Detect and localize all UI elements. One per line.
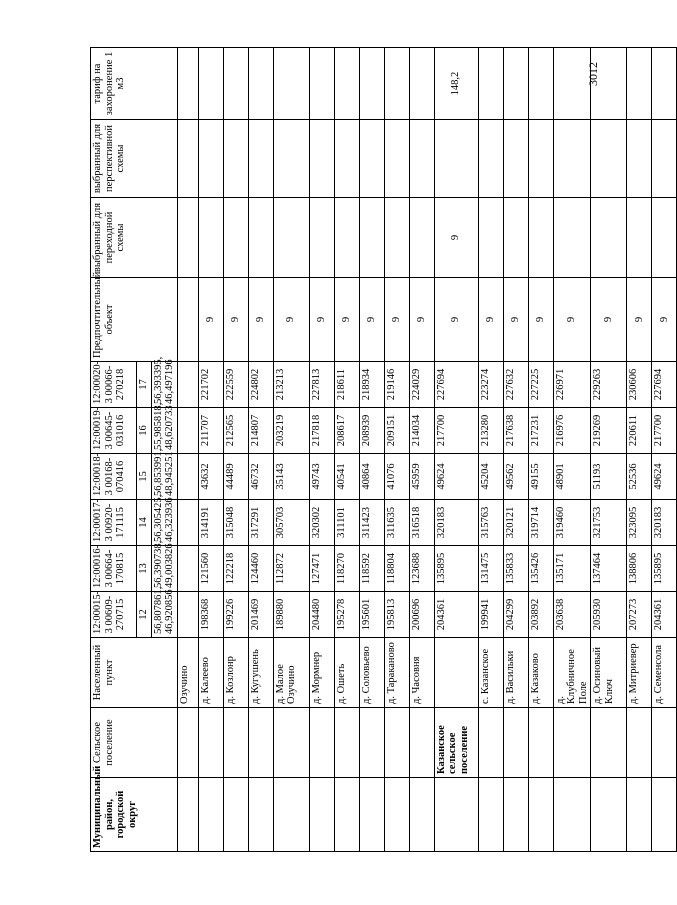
cell-distance-value: 221702 bbox=[198, 362, 223, 408]
cell-municipal-district bbox=[309, 778, 334, 852]
cell-rural-settlement bbox=[384, 708, 409, 778]
cell-municipal-district bbox=[409, 778, 434, 852]
table-row bbox=[177, 48, 198, 852]
header-object-code: 12:00020-3 00066- 270218 bbox=[91, 362, 137, 408]
header-coordinates: 56,807861, 46,920856 bbox=[151, 592, 177, 638]
cell-rural-settlement bbox=[198, 708, 223, 778]
cell-transitional-scheme bbox=[248, 198, 273, 278]
cell-locality: Озучино bbox=[177, 638, 198, 708]
cell-distance-value: 52536 bbox=[627, 454, 652, 500]
header-object-code: 12:00019-3 00645- 031016 bbox=[91, 408, 137, 454]
cell-distance-value: 195278 bbox=[334, 592, 359, 638]
cell-distance-value: 320183 bbox=[652, 500, 677, 546]
header-municipal-district: Муниципальный район, городской округ bbox=[91, 778, 178, 852]
cell-distance-value: 311423 bbox=[359, 500, 384, 546]
table-row bbox=[627, 48, 652, 852]
cell-preferred-object: 9 bbox=[528, 278, 553, 362]
header-rural-settlement: Сельское поселение bbox=[91, 708, 178, 778]
cell-locality: д. Казаково bbox=[528, 638, 553, 708]
cell-distance-value: 199226 bbox=[223, 592, 248, 638]
cell-distance-value bbox=[177, 408, 198, 454]
cell-distance-value: 227694 bbox=[434, 362, 478, 408]
cell-rural-settlement bbox=[359, 708, 384, 778]
cell-distance-value: 122218 bbox=[223, 546, 248, 592]
cell-rural-settlement bbox=[591, 708, 627, 778]
table-row bbox=[409, 48, 434, 852]
cell-transitional-scheme bbox=[359, 198, 384, 278]
cell-distance-value: 51193 bbox=[591, 454, 627, 500]
header-coordinates: 56,390738, 49,003826 bbox=[151, 546, 177, 592]
cell-transitional-scheme bbox=[223, 198, 248, 278]
cell-distance-value: 321753 bbox=[591, 500, 627, 546]
cell-distance-value: 219269 bbox=[591, 408, 627, 454]
cell-distance-value: 45204 bbox=[478, 454, 503, 500]
table-body bbox=[177, 48, 677, 852]
cell-distance-value: 224029 bbox=[409, 362, 434, 408]
cell-distance-value: 45959 bbox=[409, 454, 434, 500]
cell-municipal-district bbox=[652, 778, 677, 852]
cell-municipal-district bbox=[273, 778, 309, 852]
cell-rural-settlement bbox=[652, 708, 677, 778]
cell-rural-settlement bbox=[223, 708, 248, 778]
header-col-number: 14 bbox=[137, 500, 152, 546]
cell-preferred-object: 9 bbox=[478, 278, 503, 362]
table-row bbox=[384, 48, 409, 852]
cell-distance-value: 200696 bbox=[409, 592, 434, 638]
cell-perspective-scheme bbox=[652, 120, 677, 198]
cell-distance-value bbox=[177, 454, 198, 500]
cell-tariff bbox=[409, 48, 434, 120]
cell-perspective-scheme bbox=[223, 120, 248, 198]
header-col-number: 12 bbox=[137, 592, 152, 638]
cell-distance-value: 43632 bbox=[198, 454, 223, 500]
cell-rural-settlement bbox=[248, 708, 273, 778]
cell-transitional-scheme bbox=[177, 198, 198, 278]
page-number: 3012 bbox=[586, 62, 600, 86]
cell-rural-settlement bbox=[528, 708, 553, 778]
cell-preferred-object: 9 bbox=[503, 278, 528, 362]
cell-distance-value: 49743 bbox=[309, 454, 334, 500]
cell-rural-settlement bbox=[553, 708, 591, 778]
cell-distance-value: 319714 bbox=[528, 500, 553, 546]
cell-distance-value: 201469 bbox=[248, 592, 273, 638]
cell-transitional-scheme bbox=[478, 198, 503, 278]
cell-distance-value: 216976 bbox=[553, 408, 591, 454]
cell-locality: д. Тараканово bbox=[384, 638, 409, 708]
header-transitional-scheme: выбранный для переходной схемы bbox=[91, 198, 178, 278]
cell-perspective-scheme bbox=[409, 120, 434, 198]
table-row bbox=[273, 48, 309, 852]
cell-preferred-object: 9 bbox=[198, 278, 223, 362]
cell-distance-value: 49562 bbox=[503, 454, 528, 500]
cell-distance-value: 121560 bbox=[198, 546, 223, 592]
cell-distance-value: 208617 bbox=[334, 408, 359, 454]
cell-distance-value: 49155 bbox=[528, 454, 553, 500]
cell-tariff bbox=[553, 48, 591, 120]
cell-distance-value: 213280 bbox=[478, 408, 503, 454]
cell-preferred-object: 9 bbox=[223, 278, 248, 362]
cell-tariff bbox=[627, 48, 652, 120]
cell-tariff bbox=[248, 48, 273, 120]
cell-distance-value: 203219 bbox=[273, 408, 309, 454]
cell-distance-value: 314191 bbox=[198, 500, 223, 546]
cell-preferred-object: 9 bbox=[248, 278, 273, 362]
cell-distance-value: 217700 bbox=[652, 408, 677, 454]
cell-distance-value: 209151 bbox=[384, 408, 409, 454]
cell-municipal-district bbox=[248, 778, 273, 852]
cell-perspective-scheme bbox=[478, 120, 503, 198]
cell-distance-value: 217818 bbox=[309, 408, 334, 454]
cell-locality: д. Часовня bbox=[409, 638, 434, 708]
cell-distance-value: 311101 bbox=[334, 500, 359, 546]
table-row bbox=[528, 48, 553, 852]
cell-tariff bbox=[652, 48, 677, 120]
cell-distance-value: 135171 bbox=[553, 546, 591, 592]
cell-distance-value bbox=[177, 546, 198, 592]
cell-transitional-scheme bbox=[627, 198, 652, 278]
table-row bbox=[223, 48, 248, 852]
cell-locality: д. Клубничное Поле bbox=[553, 638, 591, 708]
cell-distance-value: 137464 bbox=[591, 546, 627, 592]
cell-tariff bbox=[359, 48, 384, 120]
cell-distance-value bbox=[177, 362, 198, 408]
cell-tariff bbox=[177, 48, 198, 120]
cell-tariff bbox=[528, 48, 553, 120]
cell-locality: д. Малое Озучино bbox=[273, 638, 309, 708]
header-coordinates: 56,853991, 48,945251 bbox=[151, 454, 177, 500]
cell-distance-value: 195813 bbox=[384, 592, 409, 638]
cell-distance-value: 195601 bbox=[359, 592, 384, 638]
cell-distance-value: 315048 bbox=[223, 500, 248, 546]
cell-locality: д. Кугушень bbox=[248, 638, 273, 708]
cell-locality: д. Мормнер bbox=[309, 638, 334, 708]
cell-distance-value: 124460 bbox=[248, 546, 273, 592]
cell-distance-value: 217638 bbox=[503, 408, 528, 454]
cell-perspective-scheme bbox=[553, 120, 591, 198]
cell-tariff bbox=[273, 48, 309, 120]
cell-distance-value: 222559 bbox=[223, 362, 248, 408]
cell-preferred-object: 9 bbox=[553, 278, 591, 362]
data-table bbox=[90, 47, 677, 852]
cell-transitional-scheme bbox=[273, 198, 309, 278]
table-row bbox=[553, 48, 591, 852]
cell-distance-value: 223274 bbox=[478, 362, 503, 408]
cell-preferred-object: 9 bbox=[273, 278, 309, 362]
cell-distance-value: 118804 bbox=[384, 546, 409, 592]
cell-locality: д. Митриевер bbox=[627, 638, 652, 708]
cell-perspective-scheme bbox=[591, 120, 627, 198]
header-object-code: 12:00017-3 00920- 171115 bbox=[91, 500, 137, 546]
cell-tariff bbox=[309, 48, 334, 120]
cell-distance-value: 204299 bbox=[503, 592, 528, 638]
cell-tariff bbox=[591, 48, 627, 120]
header-perspective-scheme: выбранный для перспективной схемы bbox=[91, 120, 178, 198]
cell-rural-settlement bbox=[478, 708, 503, 778]
cell-distance-value: 317291 bbox=[248, 500, 273, 546]
cell-distance-value bbox=[177, 500, 198, 546]
cell-distance-value: 211707 bbox=[198, 408, 223, 454]
cell-distance-value: 48901 bbox=[553, 454, 591, 500]
cell-perspective-scheme bbox=[384, 120, 409, 198]
header-coordinates: 55,985818, 48,620733 bbox=[151, 408, 177, 454]
cell-distance-value: 135895 bbox=[434, 546, 478, 592]
cell-municipal-district bbox=[591, 778, 627, 852]
cell-distance-value: 112872 bbox=[273, 546, 309, 592]
cell-distance-value: 316518 bbox=[409, 500, 434, 546]
cell-preferred-object: 9 bbox=[409, 278, 434, 362]
cell-perspective-scheme bbox=[627, 120, 652, 198]
header-tariff: тариф на захоронение 1 м3 bbox=[91, 48, 178, 120]
cell-distance-value: 219146 bbox=[384, 362, 409, 408]
cell-distance-value: 44489 bbox=[223, 454, 248, 500]
cell-distance-value: 131475 bbox=[478, 546, 503, 592]
cell-perspective-scheme bbox=[273, 120, 309, 198]
cell-municipal-district bbox=[503, 778, 528, 852]
cell-distance-value: 320183 bbox=[434, 500, 478, 546]
cell-perspective-scheme bbox=[248, 120, 273, 198]
cell-distance-value: 218934 bbox=[359, 362, 384, 408]
cell-distance-value: 227632 bbox=[503, 362, 528, 408]
cell-distance-value: 208939 bbox=[359, 408, 384, 454]
cell-distance-value: 127471 bbox=[309, 546, 334, 592]
cell-distance-value: 135426 bbox=[528, 546, 553, 592]
cell-distance-value: 203638 bbox=[553, 592, 591, 638]
cell-distance-value: 41076 bbox=[384, 454, 409, 500]
cell-transitional-scheme bbox=[553, 198, 591, 278]
cell-distance-value bbox=[177, 592, 198, 638]
cell-municipal-district bbox=[198, 778, 223, 852]
cell-tariff bbox=[334, 48, 359, 120]
cell-tariff bbox=[384, 48, 409, 120]
table-row bbox=[591, 48, 627, 852]
cell-distance-value: 118592 bbox=[359, 546, 384, 592]
header-col-number: 16 bbox=[137, 408, 152, 454]
cell-distance-value: 213213 bbox=[273, 362, 309, 408]
cell-distance-value: 217231 bbox=[528, 408, 553, 454]
cell-rural-settlement bbox=[273, 708, 309, 778]
header-coordinates: 56,305425, 46,323936 bbox=[151, 500, 177, 546]
cell-transitional-scheme bbox=[198, 198, 223, 278]
cell-tariff bbox=[503, 48, 528, 120]
cell-preferred-object: 9 bbox=[434, 278, 478, 362]
cell-perspective-scheme bbox=[359, 120, 384, 198]
cell-rural-settlement: Казанское сельское поселение bbox=[434, 708, 478, 778]
cell-distance-value: 46732 bbox=[248, 454, 273, 500]
cell-perspective-scheme bbox=[177, 120, 198, 198]
cell-transitional-scheme bbox=[652, 198, 677, 278]
cell-distance-value: 311635 bbox=[384, 500, 409, 546]
cell-distance-value: 118270 bbox=[334, 546, 359, 592]
header-locality: Населенный пункт bbox=[91, 638, 178, 708]
cell-municipal-district bbox=[384, 778, 409, 852]
cell-rural-settlement bbox=[627, 708, 652, 778]
cell-rural-settlement bbox=[177, 708, 198, 778]
cell-transitional-scheme bbox=[334, 198, 359, 278]
cell-distance-value: 230606 bbox=[627, 362, 652, 408]
cell-rural-settlement bbox=[309, 708, 334, 778]
cell-perspective-scheme bbox=[503, 120, 528, 198]
cell-distance-value: 204361 bbox=[434, 592, 478, 638]
cell-preferred-object: 9 bbox=[591, 278, 627, 362]
cell-distance-value: 226971 bbox=[553, 362, 591, 408]
cell-perspective-scheme bbox=[528, 120, 553, 198]
cell-locality: д. Калеево bbox=[198, 638, 223, 708]
cell-distance-value: 220611 bbox=[627, 408, 652, 454]
cell-distance-value: 135833 bbox=[503, 546, 528, 592]
cell-preferred-object: 9 bbox=[652, 278, 677, 362]
cell-municipal-district bbox=[177, 778, 198, 852]
cell-preferred-object: 9 bbox=[384, 278, 409, 362]
cell-preferred-object: 9 bbox=[627, 278, 652, 362]
table-row bbox=[309, 48, 334, 852]
cell-transitional-scheme bbox=[384, 198, 409, 278]
cell-distance-value: 320121 bbox=[503, 500, 528, 546]
cell-distance-value: 315763 bbox=[478, 500, 503, 546]
cell-transitional-scheme: 9 bbox=[434, 198, 478, 278]
cell-municipal-district bbox=[627, 778, 652, 852]
cell-locality: д. Козлонр bbox=[223, 638, 248, 708]
cell-rural-settlement bbox=[409, 708, 434, 778]
cell-distance-value: 199941 bbox=[478, 592, 503, 638]
header-object-code: 12:00018-3 00168- 070416 bbox=[91, 454, 137, 500]
cell-transitional-scheme bbox=[409, 198, 434, 278]
cell-distance-value: 227694 bbox=[652, 362, 677, 408]
cell-distance-value: 49624 bbox=[652, 454, 677, 500]
cell-municipal-district bbox=[334, 778, 359, 852]
rotated-table-wrapper bbox=[90, 48, 670, 852]
cell-distance-value: 320302 bbox=[309, 500, 334, 546]
cell-municipal-district bbox=[359, 778, 384, 852]
cell-perspective-scheme bbox=[309, 120, 334, 198]
cell-preferred-object: 9 bbox=[359, 278, 384, 362]
cell-rural-settlement bbox=[334, 708, 359, 778]
cell-rural-settlement bbox=[503, 708, 528, 778]
cell-municipal-district bbox=[553, 778, 591, 852]
table-row bbox=[503, 48, 528, 852]
cell-distance-value: 305703 bbox=[273, 500, 309, 546]
cell-distance-value: 214807 bbox=[248, 408, 273, 454]
cell-distance-value: 205930 bbox=[591, 592, 627, 638]
cell-locality: с. Казанское bbox=[478, 638, 503, 708]
table-row bbox=[334, 48, 359, 852]
cell-distance-value: 35143 bbox=[273, 454, 309, 500]
header-preferred-object: Предпочтительный объект bbox=[91, 278, 178, 362]
header-col-number: 17 bbox=[137, 362, 152, 408]
cell-preferred-object bbox=[177, 278, 198, 362]
cell-distance-value: 135895 bbox=[652, 546, 677, 592]
cell-distance-value: 204480 bbox=[309, 592, 334, 638]
table-header bbox=[91, 48, 178, 852]
cell-municipal-district bbox=[528, 778, 553, 852]
header-coordinates: 56,393395, 46,497196 bbox=[151, 362, 177, 408]
cell-transitional-scheme bbox=[528, 198, 553, 278]
cell-distance-value: 212565 bbox=[223, 408, 248, 454]
table-row bbox=[359, 48, 384, 852]
cell-distance-value: 40864 bbox=[359, 454, 384, 500]
header-col-number: 13 bbox=[137, 546, 152, 592]
cell-distance-value: 224802 bbox=[248, 362, 273, 408]
cell-distance-value: 123688 bbox=[409, 546, 434, 592]
cell-transitional-scheme bbox=[503, 198, 528, 278]
cell-preferred-object: 9 bbox=[334, 278, 359, 362]
cell-distance-value: 189880 bbox=[273, 592, 309, 638]
cell-distance-value: 40541 bbox=[334, 454, 359, 500]
cell-municipal-district bbox=[478, 778, 503, 852]
cell-distance-value: 49624 bbox=[434, 454, 478, 500]
table-row bbox=[652, 48, 677, 852]
cell-tariff: 148,2 bbox=[434, 48, 478, 120]
cell-transitional-scheme bbox=[309, 198, 334, 278]
cell-perspective-scheme bbox=[434, 120, 478, 198]
cell-distance-value: 203892 bbox=[528, 592, 553, 638]
header-object-code: 12:00016-3 00664- 170815 bbox=[91, 546, 137, 592]
cell-distance-value: 198368 bbox=[198, 592, 223, 638]
cell-locality: д. Соловьево bbox=[359, 638, 384, 708]
table-row bbox=[434, 48, 478, 852]
cell-tariff bbox=[478, 48, 503, 120]
cell-perspective-scheme bbox=[198, 120, 223, 198]
cell-locality bbox=[434, 638, 478, 708]
cell-distance-value: 218611 bbox=[334, 362, 359, 408]
cell-municipal-district bbox=[223, 778, 248, 852]
cell-preferred-object: 9 bbox=[309, 278, 334, 362]
cell-distance-value: 138806 bbox=[627, 546, 652, 592]
cell-distance-value: 207273 bbox=[627, 592, 652, 638]
cell-distance-value: 319460 bbox=[553, 500, 591, 546]
cell-distance-value: 323095 bbox=[627, 500, 652, 546]
cell-municipal-district bbox=[434, 778, 478, 852]
cell-distance-value: 227225 bbox=[528, 362, 553, 408]
cell-distance-value: 227813 bbox=[309, 362, 334, 408]
cell-locality: д. Ошеть bbox=[334, 638, 359, 708]
table-row bbox=[248, 48, 273, 852]
cell-distance-value: 214034 bbox=[409, 408, 434, 454]
cell-distance-value: 217700 bbox=[434, 408, 478, 454]
cell-transitional-scheme bbox=[591, 198, 627, 278]
header-object-code: 12:00015-3 00609- 270715 bbox=[91, 592, 137, 638]
cell-distance-value: 204361 bbox=[652, 592, 677, 638]
cell-distance-value: 229263 bbox=[591, 362, 627, 408]
cell-locality: д. Осиновый Ключ bbox=[591, 638, 627, 708]
cell-locality: д. Васильки bbox=[503, 638, 528, 708]
table-row bbox=[198, 48, 223, 852]
cell-perspective-scheme bbox=[334, 120, 359, 198]
table-row bbox=[478, 48, 503, 852]
cell-locality: д. Семенсола bbox=[652, 638, 677, 708]
header-col-number: 15 bbox=[137, 454, 152, 500]
cell-tariff bbox=[223, 48, 248, 120]
cell-tariff bbox=[198, 48, 223, 120]
